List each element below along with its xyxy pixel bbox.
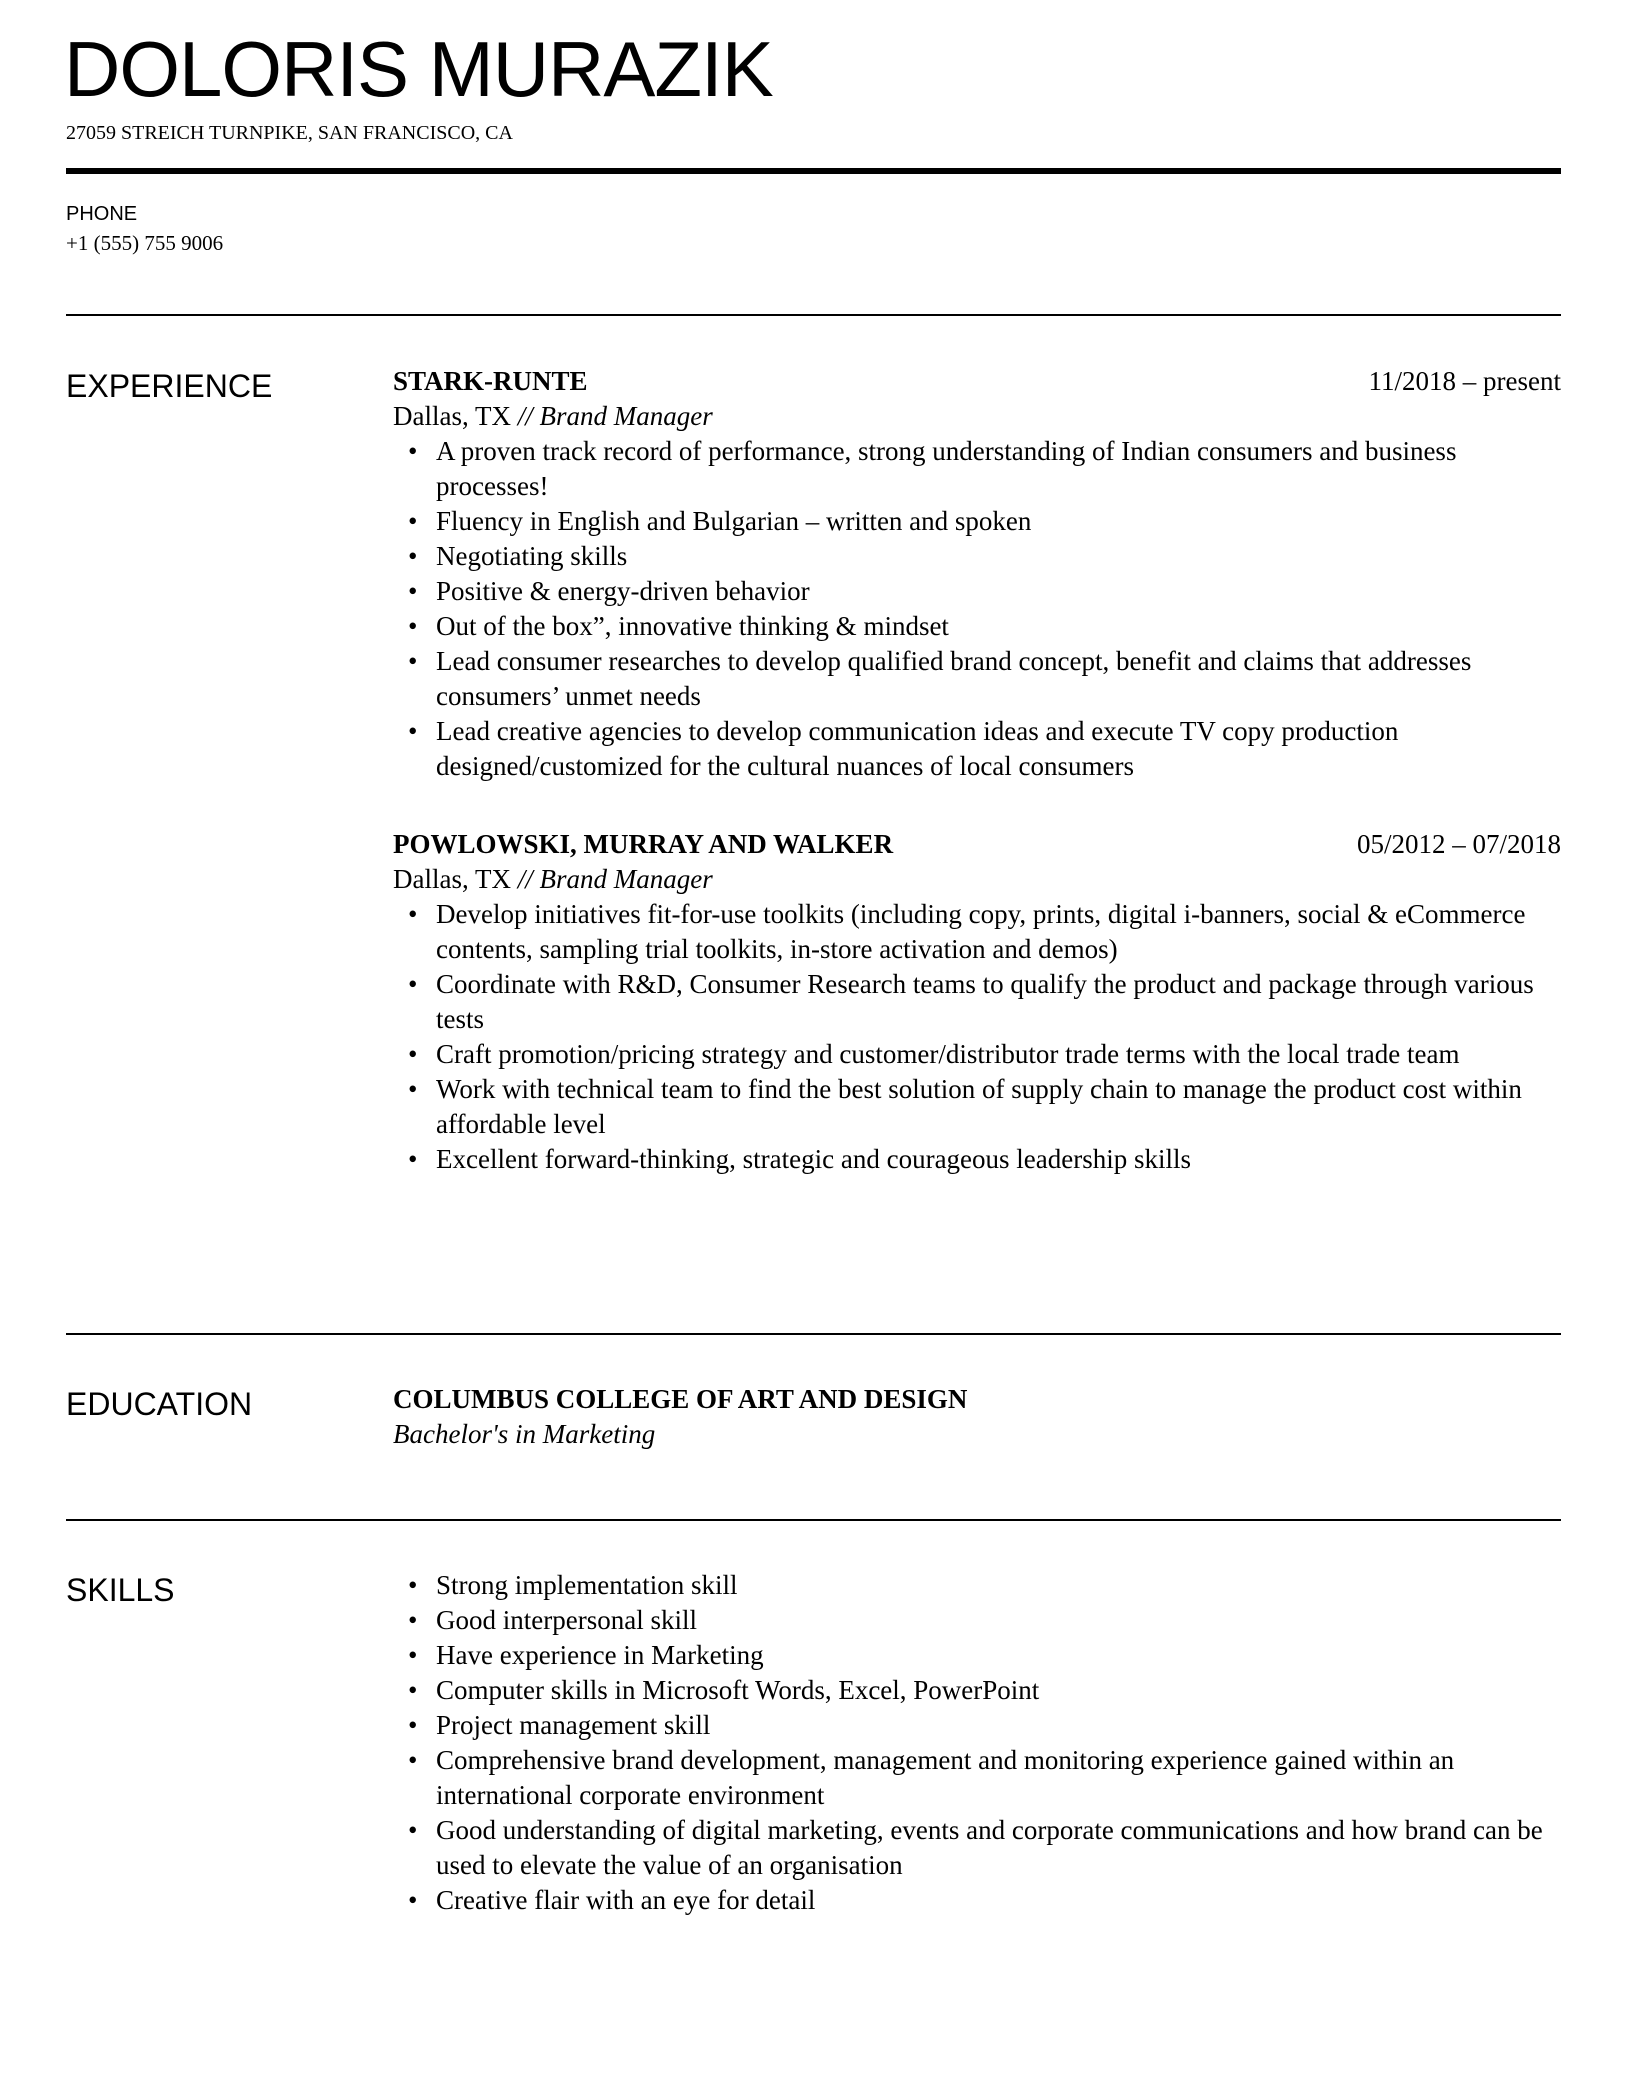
phone-number: +1 (555) 755 9006	[66, 231, 224, 255]
job-location: Dallas, TX	[393, 401, 511, 431]
candidate-name: DOLORIS MURAZIK	[64, 25, 773, 113]
divider	[66, 314, 1561, 316]
skills-section	[393, 1568, 1561, 1918]
separator: //	[510, 864, 540, 894]
list-item: • Coordinate with R&D, Consumer Research teams to qualify the product and package through various tests	[436, 967, 1561, 1037]
list-item: • Positive & energy-driven behavior	[436, 574, 1561, 609]
experience-heading: EXPERIENCE	[66, 368, 273, 404]
job-dates: 05/2012 – 07/2018	[1356, 829, 1561, 859]
job-bullets	[436, 897, 1561, 1177]
list-item: • Out of the box”, innovative thinking & mindset	[436, 609, 1561, 644]
company-name: POWLOWSKI, MURRAY AND WALKER	[393, 829, 894, 859]
list-item: • Good understanding of digital marketing, events and corporate communications and how brand can be used to elevate the value of an organisation	[436, 1813, 1561, 1883]
degree: Bachelor's in Marketing	[393, 1419, 656, 1449]
experience-section	[393, 364, 1561, 1177]
list-item: • A proven track record of performance, strong understanding of Indian consumers and business processes!	[436, 434, 1561, 504]
list-item: • Strong implementation skill	[436, 1568, 1561, 1603]
job-entry	[393, 827, 1561, 1177]
skills-list	[436, 1568, 1561, 1918]
list-item: • Lead creative agencies to develop communication ideas and execute TV copy production designed/customized for the cultural nuances of local consumers	[436, 714, 1561, 784]
separator: //	[510, 401, 540, 431]
job-bullets	[436, 434, 1561, 784]
list-item: • Computer skills in Microsoft Words, Excel, PowerPoint	[436, 1673, 1561, 1708]
list-item: • Project management skill	[436, 1708, 1561, 1743]
list-item: • Lead consumer researches to develop qualified brand concept, benefit and claims that addresses consumers’ unmet needs	[436, 644, 1561, 714]
list-item: • Good interpersonal skill	[436, 1603, 1561, 1638]
list-item: • Negotiating skills	[436, 539, 1561, 574]
divider	[66, 1333, 1561, 1335]
education-section	[393, 1382, 1561, 1452]
list-item: • Creative flair with an eye for detail	[436, 1883, 1561, 1918]
list-item: • Fluency in English and Bulgarian – written and spoken	[436, 504, 1561, 539]
education-heading: EDUCATION	[66, 1386, 253, 1422]
list-item: • Craft promotion/pricing strategy and customer/distributor trade terms with the local trade team	[436, 1037, 1561, 1072]
list-item: • Comprehensive brand development, management and monitoring experience gained within an international corporate environment	[436, 1743, 1561, 1813]
list-item: • Have experience in Marketing	[436, 1638, 1561, 1673]
school-name: COLUMBUS COLLEGE OF ART AND DESIGN	[393, 1384, 968, 1414]
job-dates: 11/2018 – present	[1368, 366, 1561, 396]
job-entry	[393, 364, 1561, 784]
job-title: Brand Manager	[539, 401, 713, 431]
job-title: Brand Manager	[539, 864, 713, 894]
list-item: • Excellent forward-thinking, strategic and courageous leadership skills	[436, 1142, 1561, 1177]
company-name: STARK-RUNTE	[393, 366, 588, 396]
header-divider	[66, 168, 1561, 174]
list-item: • Develop initiatives fit-for-use toolkits (including copy, prints, digital i-banners, social & eCommerce contents, sampling trial toolkits, in-store activation and demos)	[436, 897, 1561, 967]
skills-heading: SKILLS	[66, 1572, 175, 1608]
divider	[66, 1519, 1561, 1521]
list-item: • Work with technical team to find the best solution of supply chain to manage the product cost within affordable level	[436, 1072, 1561, 1142]
address: 27059 STREICH TURNPIKE, SAN FRANCISCO, CA	[66, 122, 513, 144]
phone-label: PHONE	[66, 203, 138, 225]
job-location: Dallas, TX	[393, 864, 511, 894]
